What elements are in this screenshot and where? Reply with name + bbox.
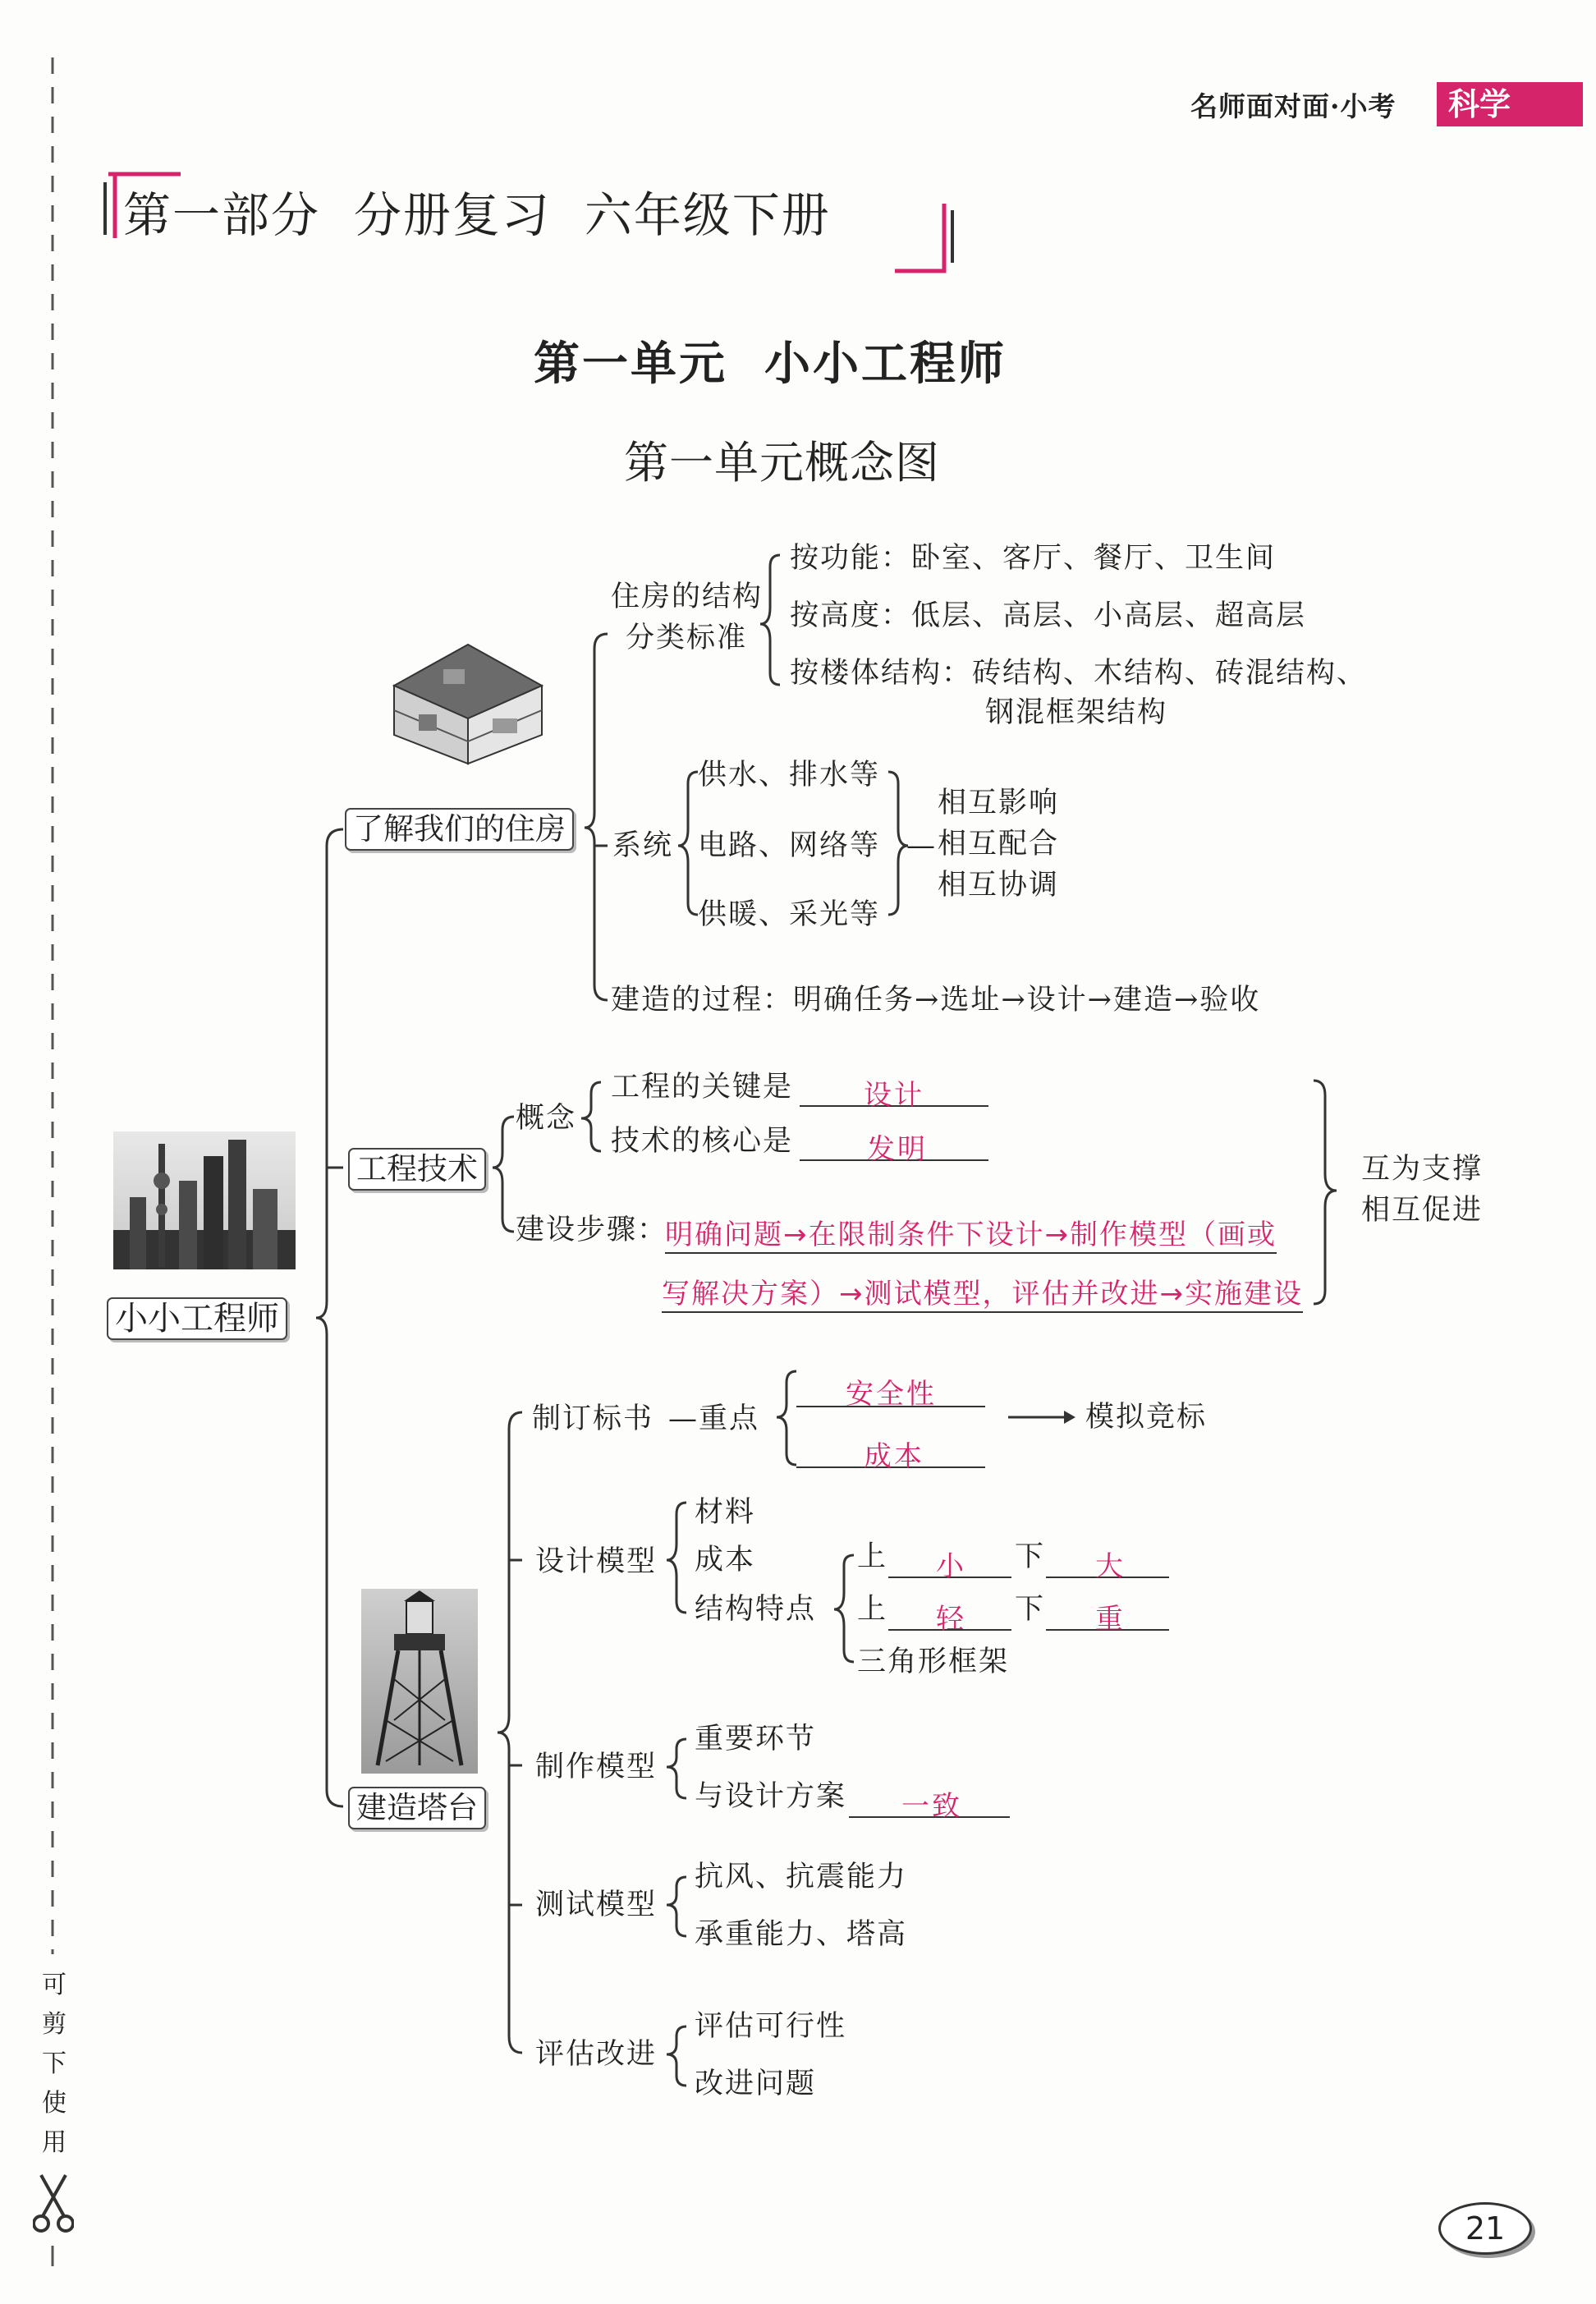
bid-focus: —重点: [668, 1402, 760, 1435]
eval-improve: 改进问题: [695, 2068, 817, 2100]
relation-dash: —: [906, 829, 937, 862]
eval-feasibility: 评估可行性: [695, 2010, 847, 2043]
make-answer: 一致: [901, 1790, 962, 1823]
test-label: 测试模型: [535, 1889, 658, 1921]
cut-hint-char: 下: [42, 2049, 66, 2078]
cut-hint-char: 剪: [42, 2010, 66, 2039]
page-number: 21: [1438, 2202, 1532, 2255]
steps-label: 建设步骤：: [516, 1214, 668, 1246]
key-answer: 设计: [864, 1079, 924, 1112]
eval-label: 评估改进: [535, 2038, 658, 2071]
design-structure: 结构特点: [695, 1593, 817, 1626]
cut-hint: [38, 1966, 71, 2163]
shape-down-answer: 大: [1095, 1550, 1126, 1583]
bid-answer-safety: 安全性: [846, 1378, 937, 1411]
test-wind-quake: 抗风、抗震能力: [695, 1861, 908, 1893]
structure-label-line1: 住房的结构: [611, 581, 764, 613]
series-brand: 名师面对面·小考: [1190, 90, 1396, 122]
design-cost: 成本: [695, 1544, 756, 1577]
design-material: 材料: [695, 1496, 756, 1529]
shape-down-word: 下: [1015, 1540, 1046, 1573]
core-answer: 发明: [867, 1133, 928, 1166]
by-structure-cont: 钢混框架结构: [985, 696, 1168, 729]
concept-map-title: 第一单元概念图: [624, 437, 940, 489]
triangle-frame: 三角形框架: [857, 1645, 1010, 1678]
weight-down-word: 下: [1015, 1593, 1046, 1626]
concept-label: 概念: [516, 1102, 577, 1135]
city-skyline-photo: [113, 1131, 296, 1269]
weight-up-answer: 轻: [936, 1603, 966, 1636]
relation-cooperate: 相互配合: [938, 828, 1060, 861]
steps-line1: 明确问题→在限制条件下设计→制作模型（画或: [665, 1212, 1277, 1254]
bid-result: 模拟竞标: [1085, 1401, 1208, 1434]
by-height: 按高度：低层、高层、小高层、超高层: [790, 599, 1307, 632]
make-label: 制作模型: [535, 1751, 658, 1783]
scissors-icon: [33, 2171, 74, 2240]
mutual-promote: 相互促进: [1361, 1194, 1484, 1227]
house-illustration: [386, 636, 550, 768]
make-key-step: 重要环节: [695, 1723, 817, 1756]
subject-tag: 科学: [1437, 82, 1583, 126]
bid-answer-cost: 成本: [864, 1440, 924, 1473]
system-heating: 供暖、采光等: [698, 898, 881, 931]
cut-hint-char: 可: [42, 1971, 66, 1999]
cut-hint-char: 用: [42, 2128, 66, 2157]
core-prefix: 技术的核心是: [611, 1125, 794, 1158]
root-node: 小小工程师: [107, 1297, 287, 1340]
weight-up-word: 上: [857, 1593, 888, 1626]
structure-label-line2: 分类标准: [626, 622, 748, 654]
unit-title: 第一单元 小小工程师: [534, 337, 1007, 391]
by-structure: 按楼体结构：砖结构、木结构、砖混结构、: [790, 657, 1368, 690]
test-load-height: 承重能力、塔高: [695, 1918, 908, 1951]
relation-coordinate: 相互协调: [938, 869, 1060, 902]
part-title: 第一部分 分册复习 六年级下册: [123, 187, 831, 243]
mutual-support: 互为支撑: [1361, 1153, 1484, 1186]
system-circuit: 电路、网络等: [698, 829, 881, 862]
system-water: 供水、排水等: [698, 759, 881, 792]
make-consistent-prefix: 与设计方案: [695, 1780, 847, 1813]
bid-label: 制订标书: [532, 1402, 654, 1435]
design-label: 设计模型: [535, 1545, 658, 1578]
build-process: 建造的过程：明确任务→选址→设计→建造→验收: [611, 984, 1261, 1017]
tower-photo: [361, 1589, 478, 1774]
housing-node: 了解我们的住房: [345, 808, 574, 851]
shape-up-word: 上: [857, 1540, 888, 1573]
tower-node: 建造塔台: [348, 1787, 486, 1829]
shape-up-answer: 小: [936, 1550, 966, 1583]
system-label: 系统: [612, 829, 674, 862]
weight-down-answer: 重: [1095, 1603, 1126, 1636]
relation-influence: 相互影响: [938, 787, 1060, 819]
steps-line2: 写解决方案）→测试模型，评估并改进→实施建设: [662, 1271, 1303, 1313]
key-prefix: 工程的关键是: [611, 1071, 794, 1104]
engineering-node: 工程技术: [348, 1148, 486, 1191]
cut-hint-char: 使: [42, 2089, 66, 2118]
by-function: 按功能：卧室、客厅、餐厅、卫生间: [790, 542, 1277, 575]
